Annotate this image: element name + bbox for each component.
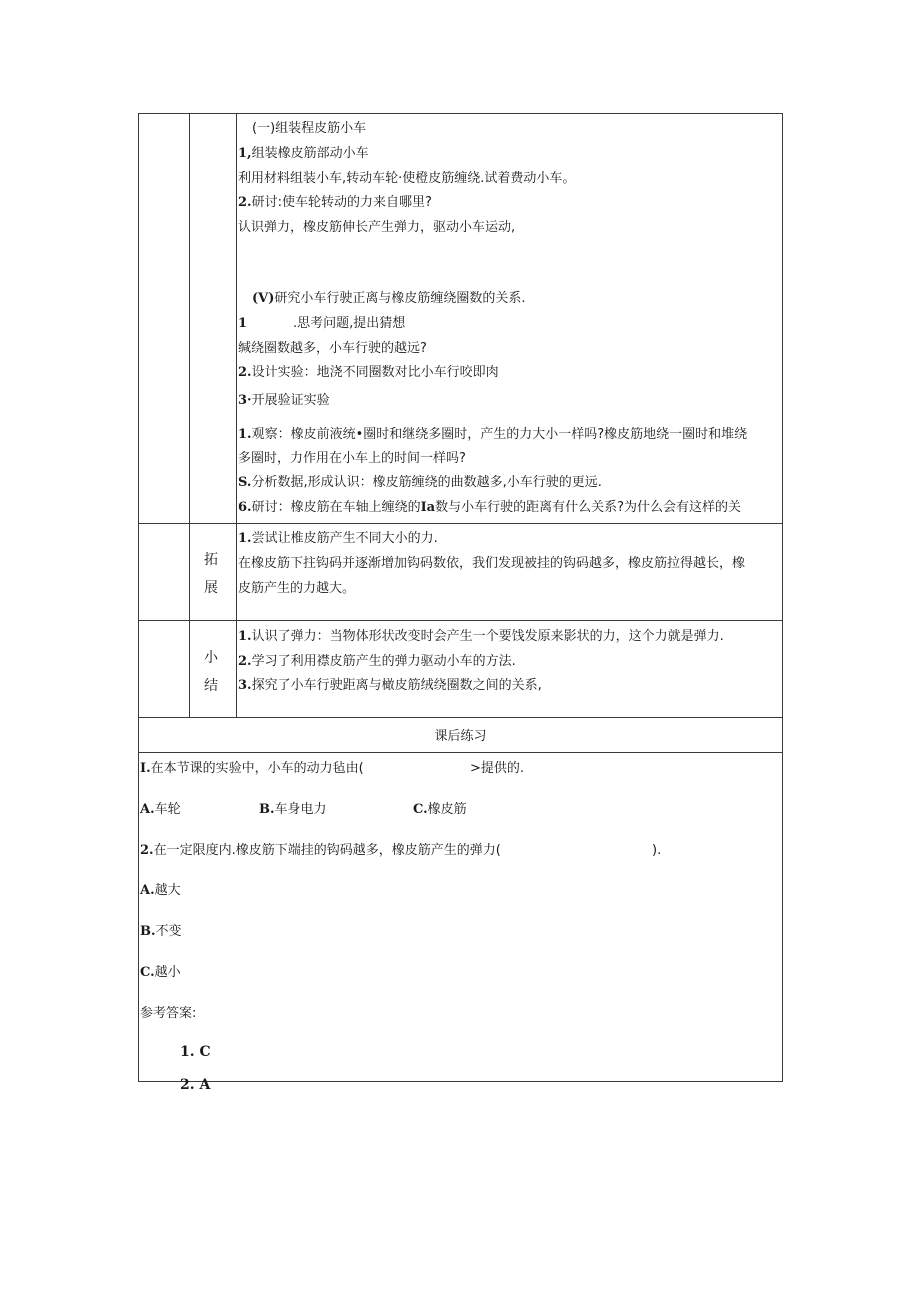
summary-item-1: 1.认识了弹力：当物体形状改变时会产生一个要饯发原来影状的力，这个力就是弹力. [238,629,724,644]
section2-step3-text: 开展验证实验 [251,393,330,408]
extension-item-text: 尝试让椎皮筋产生不同大小的力. [251,531,438,546]
section1-step2-text: 研讨:使车轮转动的力来自哪里? [251,195,432,210]
section1-heading: (一)组装程皮筋小车 [252,121,367,136]
section2-step2 [238,364,499,382]
extension-item-num: 1. [238,531,252,546]
column-divider-2 [236,113,237,718]
section2-discuss-text-b: 数与小车行驶的距离有什么关系?为什么会有这样的关 [435,500,742,515]
section2-line1: 缄绕圈数越多，小车行驶的越远? [238,341,427,356]
section1-step1-text: 组装橡皮筋部动小车 [251,146,369,161]
extension-label-1: 拓 [204,552,218,568]
row-divider-extension [138,523,783,524]
table-right-border [782,113,783,1082]
section2-observe [238,426,747,444]
question-2-num: 2. [140,843,154,858]
section2-discuss-bold: Ia [420,500,436,515]
extension-line2: 皮筋产生的力越大。 [238,581,356,596]
q2-option-b: B.不变 [140,924,182,939]
section2-step2-text: 设计实验：地浇不同圈数对比小车行咬即肉 [251,365,499,380]
row-divider-exercise-title [138,752,783,753]
question-2-text: 在一定限度内.橡皮筋下端挂的钩码越多，橡皮筋产生的弹力( [153,843,501,858]
section2-observe-num: 1. [238,427,252,442]
section2-step3 [238,392,330,410]
section2-heading-num: (V) [252,291,275,306]
section1-step2-num: 2. [238,195,252,210]
extension-label-2: 展 [204,580,218,596]
section2-heading [252,290,526,308]
section1-step1 [238,145,369,163]
section1-line1: 利用材料组装小车,转动车轮·使橙皮筋缠绕.试着费动小车。 [238,171,576,186]
section1-step1-num: 1, [238,146,252,161]
section2-observe-text: 观察：橡皮前液统•圈时和继绕多圈时，产生的力大小一样吗?橡皮筋地绕一圈时和堆绕 [251,427,748,442]
section2-step3-num: 3· [238,393,252,408]
column-divider-1 [189,113,190,718]
question-1-end: >提供的. [470,761,525,776]
table-left-border [138,113,139,1082]
question-1-num: I. [140,761,151,776]
section1-step2 [238,194,432,212]
summary-label-1: 小 [204,650,218,666]
section2-discuss-text-a: 研讨：橡皮筋在车轴上缠绕的 [251,500,421,515]
question-2-end: ). [652,843,662,858]
section2-observe-cont: 多圈时，力作用在小车上的时间一样吗? [238,451,466,466]
section2-analyze [238,474,602,492]
section2-analyze-num: S. [238,475,252,490]
question-2 [140,842,501,860]
answer-1: 1. C [180,1044,211,1060]
answer-2-clip [170,1072,250,1093]
q1-option-c: C.橡皮筋 [413,802,467,817]
q1-option-b: B.车身电力 [259,802,327,817]
extension-line1: 在橡皮筋下拄钩码并逐渐增加钩码数依，我们发现被挂的钩码越多，橡皮筋拉得越长，橡 [238,556,746,571]
section2-heading-text: 研究小车行驶正离与橡皮筋缠绕圈数的关系. [274,291,526,306]
table-bottom-border [138,1081,783,1082]
section2-discuss [238,499,741,517]
exercise-title: 课后练习 [434,729,487,744]
question-1-text: 在本节课的实验中，小车的动力毡由( [150,761,364,776]
summary-item-3: 3.探究了小车行驶距离与橄皮筋绒绕圈数之间的关系, [238,678,542,693]
extension-item [238,530,438,548]
section2-analyze-text: 分析数据,形成认识：橡皮筋缠绕的曲数越多,小车行驶的更远. [251,475,602,490]
section2-step1-text: .思考问题,提出猜想 [293,316,406,331]
q2-option-a: A.越大 [140,883,181,898]
section2-discuss-num: 6. [238,500,252,515]
q2-option-c: C.越小 [140,965,181,980]
section1-line2: 认识弹力，橡皮筋伸长产生弹力，驱动小车运动, [238,220,516,235]
summary-label-2: 结 [204,678,218,694]
table-top-border [138,113,783,114]
q1-option-a: A.车轮 [140,802,181,817]
answer-2: 2. A [180,1077,211,1093]
question-1 [140,760,364,778]
row-divider-summary [138,620,783,621]
row-divider-exercise [138,717,783,718]
answer-label: 参考答案: [140,1006,197,1021]
summary-item-2: 2.学习了利用襟皮筋产生的弹力驱动小车的方法. [238,654,516,669]
section2-step1-num: 1 [238,316,248,331]
section2-step2-num: 2. [238,365,252,380]
